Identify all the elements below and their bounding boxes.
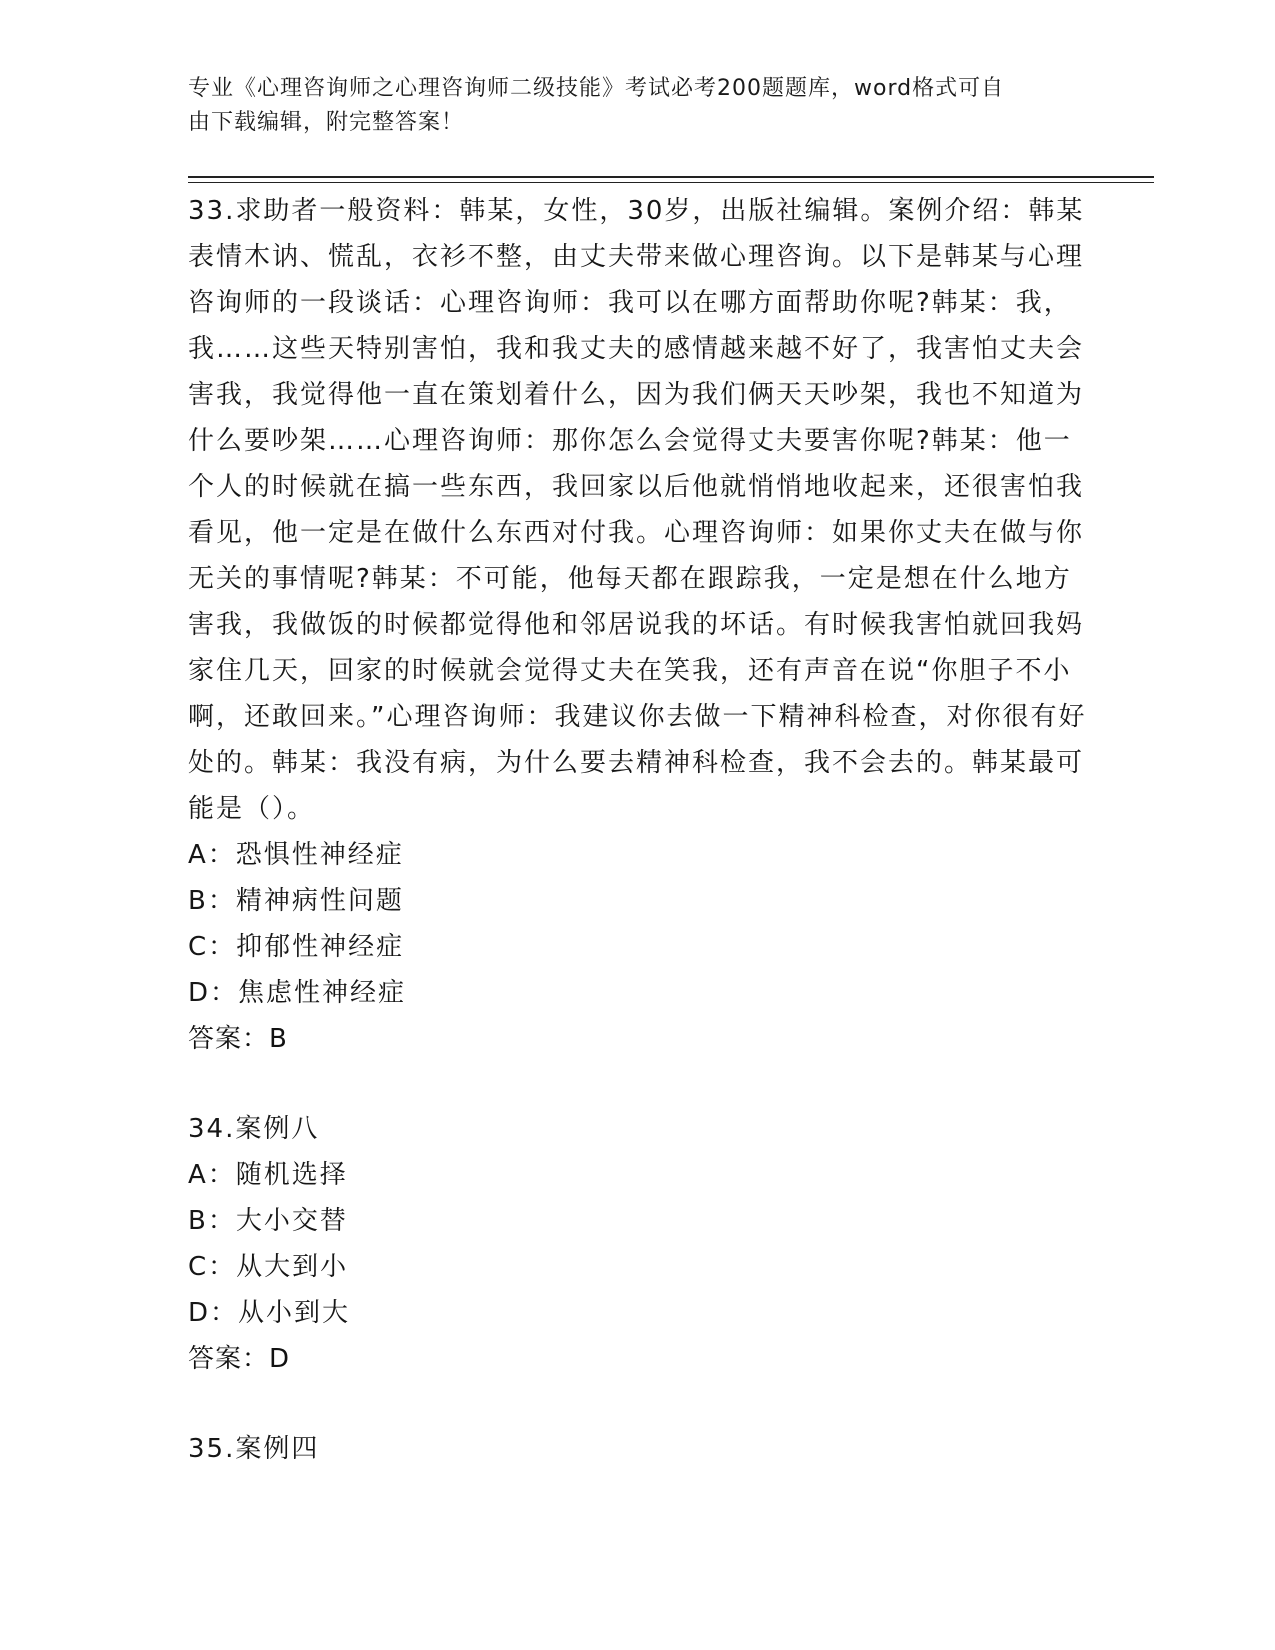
option-c: C：抑郁性神经症 <box>188 932 405 962</box>
option-a: A：随机选择 <box>188 1160 348 1190</box>
header-divider-thin <box>188 182 1154 183</box>
option-c: C：从大到小 <box>188 1252 349 1282</box>
question-text: 33.求助者一般资料：韩某，女性，30岁，出版社编辑。案例介绍：韩某表情木讷、慌乱，衣衫不整，由丈夫带来做心理咨询。以下是韩某与心理咨询师的一段谈话：心理咨询师：我可以在哪方面帮助你呢?韩某：我，我……这些天特别害怕，我和我丈夫的感情越来越不好了，我害怕丈夫会害我，我觉得他一直在策划着什么，因为我们俩天天吵架，我也不知道为什么要吵架……心理咨询师：那你怎么会觉得丈夫要害你呢?韩某：他一个人的时候就在搞一些东西，我回家以后他就悄悄地收起来，还很害怕我看见，他一定是在做什么东西对付我。心理咨询师：如果你丈夫在做与你无关的事情呢?韩某：不可能，他每天都在跟踪我，一定是想在什么地方害我，我做饭的时候都觉得他和邻居说我的坏话。有时候我害怕就回我妈家住几天，回家的时候就会觉得丈夫在笑我，还有声音在说“你胆子不小啊，还敢回来。”心理咨询师：我建议你去做一下精神科检查，对你很有好处的。韩某：我没有病，为什么要去精神科检查，我不会去的。韩某最可能是（）。 <box>188 196 1087 824</box>
question-list <box>188 188 1088 1472</box>
spacer <box>188 1382 1088 1426</box>
option-d: D：焦虑性神经症 <box>188 978 407 1008</box>
spacer <box>188 1062 1088 1106</box>
option-b: B：精神病性问题 <box>188 886 404 916</box>
answer: 答案：D <box>188 1344 291 1374</box>
question-33 <box>188 188 1088 1062</box>
header-divider-thick <box>188 176 1154 178</box>
option-d: D：从小到大 <box>188 1298 351 1328</box>
document-header <box>188 72 1068 140</box>
header-line-2: 由下载编辑，附完整答案！ <box>188 110 465 135</box>
option-a: A：恐惧性神经症 <box>188 840 404 870</box>
question-35 <box>188 1426 1088 1472</box>
question-text: 35.案例四 <box>188 1434 320 1464</box>
option-b: B：大小交替 <box>188 1206 348 1236</box>
question-34 <box>188 1106 1088 1382</box>
answer: 答案：B <box>188 1024 288 1054</box>
question-text: 34.案例八 <box>188 1114 320 1144</box>
header-line-1: 专业《心理咨询师之心理咨询师二级技能》考试必考200题题库，word格式可自 <box>188 76 1005 101</box>
